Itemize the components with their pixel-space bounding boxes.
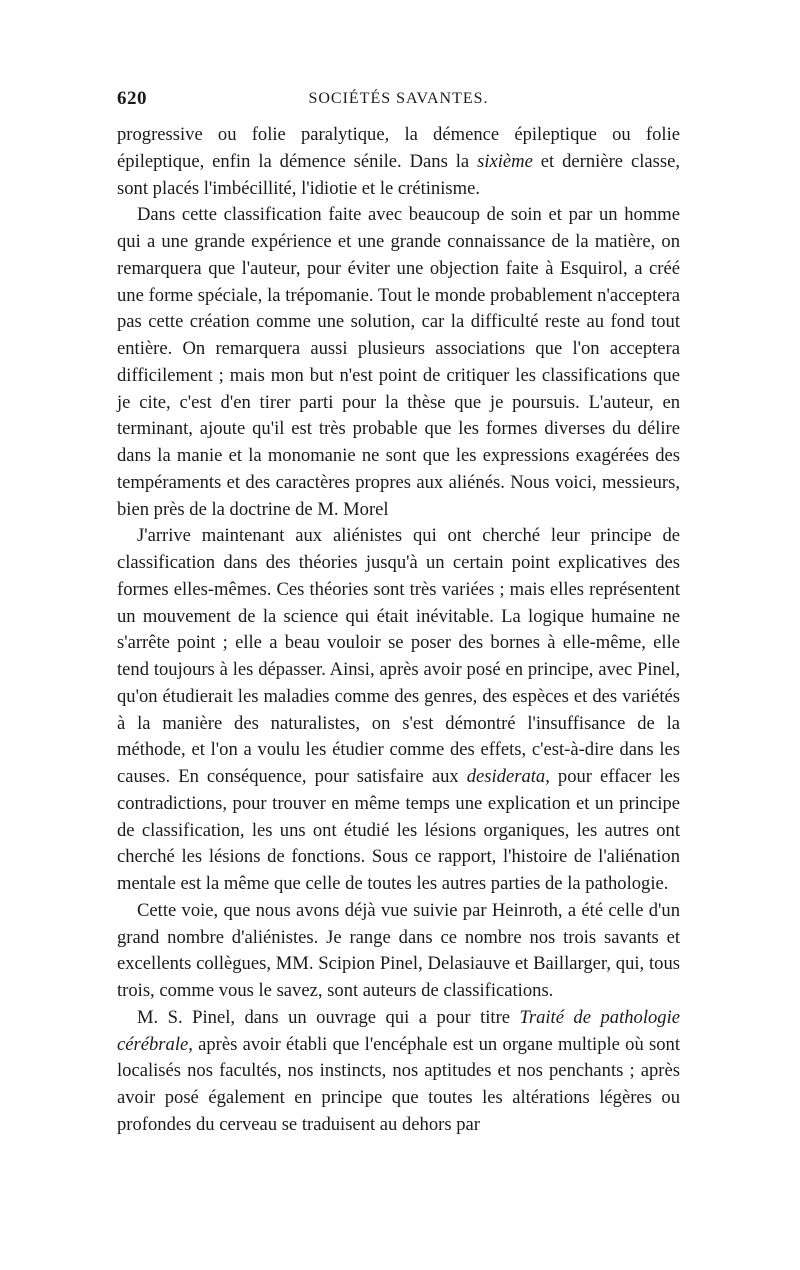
running-title: SOCIÉTÉS SAVANTES. [308,90,489,107]
text-segment: , pour effacer les contradictions, pour trouver en même temps une explication et un principe de classification, les uns ont étudié les lésions organiques, les autres ont cherché les lésions de fonctions. Sous ce rapport, l'histoire de l'aliénation mentale est la même que celle de toutes les autres parties de la pathologie. [117,766,680,894]
italic-text: desiderata [466,766,546,787]
body-text [117,122,680,1139]
paragraph [117,122,680,202]
text-segment: et dernière classe, sont placés l'imbécillité, l'idiotie et le crétinisme. [117,150,681,199]
text-segment: , après avoir établi que l'encéphale est un organe multiple où sont localisés nos facultés, nos instincts, nos aptitudes et nos penchants ; après avoir posé également en principe que toutes les altérations légères ou profondes du cerveau se traduisent au dehors par [117,1033,680,1135]
text-segment: Dans cette classification faite avec beaucoup de soin et par un homme qui a une grande expérience et une grande connaissance de la matière, on remarquera que l'auteur, pour éviter une objection faite à Esquirol, a créé une forme spéciale, la trépomanie. Tout le monde probablement n'acceptera pas cette création comme une solution, car la difficulté reste au fond tout entière. On remarquera aussi plusieurs associations que l'on acceptera difficilement ; mais mon but n'est point de critiquer les classifications que je cite, c'est d'en tirer parti pour la thèse que je poursuis. L'auteur, en terminant, ajoute qu'il est très probable que les formes diverses du délire dans la manie et la monomanie ne sont que les expressions exagérées des tempéraments et des caractères propres aux aliénés. Nous voici, messieurs, bien près de la doctrine de M. Morel [117,204,680,520]
italic-text: Traité de pathologie cérébrale [117,1006,681,1055]
text-segment: progressive ou folie paralytique, la démence épileptique ou folie épileptique, enfin la démence sénile. Dans la [117,124,680,172]
text-segment: J'arrive maintenant aux aliénistes qui ont cherché leur principe de classification dans des théories jusqu'à un certain point explicatives des formes elles-mêmes. Ces théories sont très variées ; mais elles représentent un mouvement de la science qui était inévitable. La logique humaine ne s'arrête point ; elle a beau vouloir se poser des bornes à elle-même, elle tend toujours à les dépasser. Ainsi, après avoir posé en principe, avec Pinel, qu'on étudierait les maladies comme des genres, des espèces et des variétés à la manière des naturalistes, on s'est démontré l'insuffisance de la méthode, et l'on a voulu les étudier comme des effets, c'est-à-dire dans les causes. En conséquence, pour satisfaire aux [117,525,680,787]
paragraph [117,1005,680,1139]
text-segment: M. S. Pinel, dans un ouvrage qui a pour titre [137,1006,520,1028]
paragraph [117,898,680,1005]
page [117,88,680,1139]
page-header [117,88,680,122]
paragraph [117,523,680,898]
text-segment: Cette voie, que nous avons déjà vue suivie par Heinroth, a été celle d'un grand nombre d'aliénistes. Je range dans ce nombre nos trois savants et excellents collègues, MM. Scipion Pinel, Delasiauve et Baillarger, qui, tous trois, comme vous le savez, sont auteurs de classifications. [117,899,680,1001]
italic-text: sixième [477,150,533,172]
page-number: 620 [117,88,147,109]
paragraph [117,202,680,523]
